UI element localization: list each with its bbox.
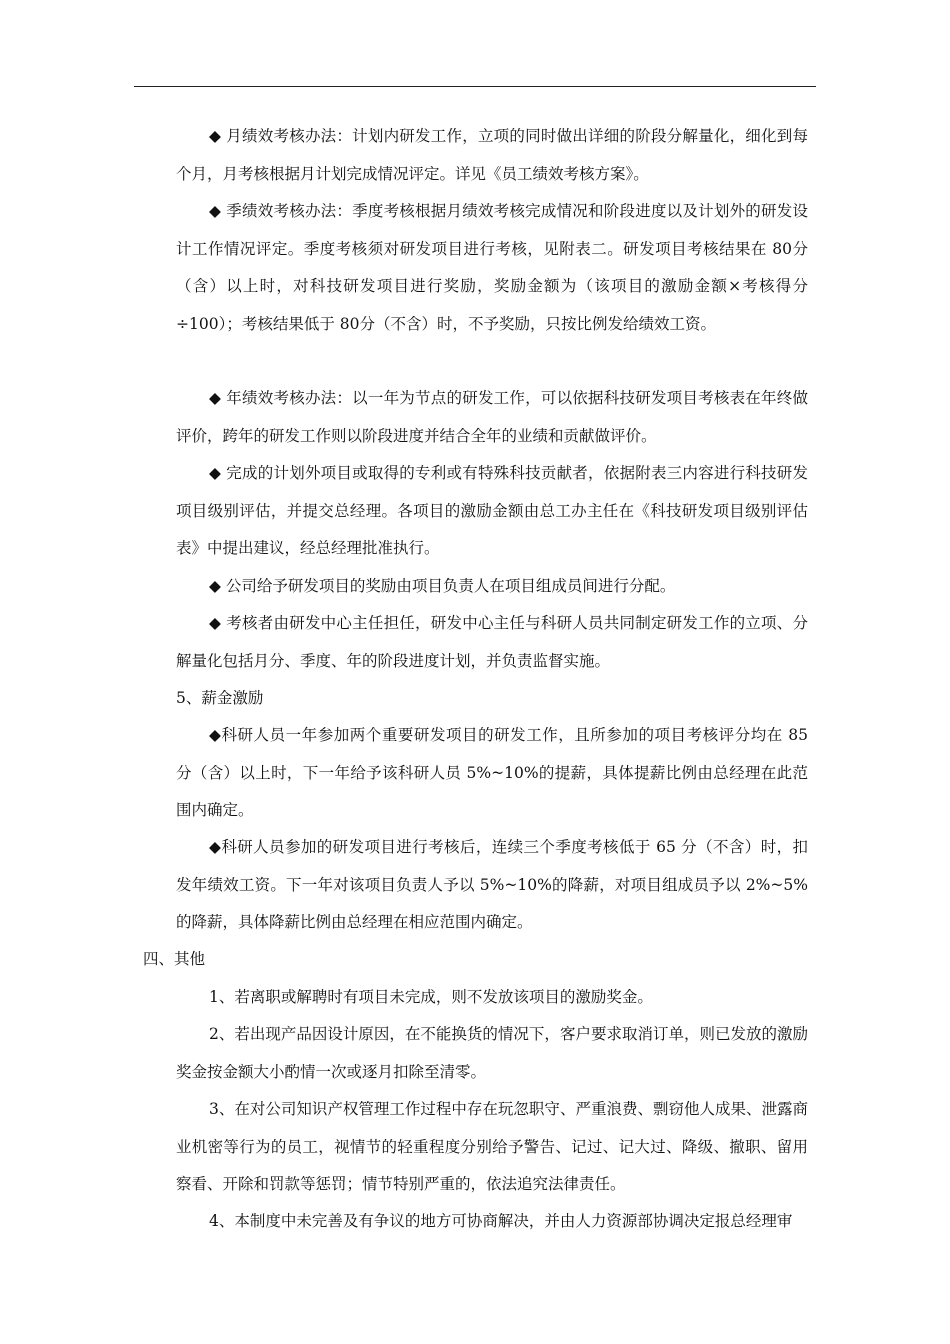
- paragraph-text: ◆科研人员一年参加两个重要研发项目的研发工作，且所参加的项目考核评分均在 85 分（含）以上时，下一年给予该科研人员 5%~10%的提薪，具体提薪比例由总经理在此范围内确定。: [176, 726, 808, 819]
- paragraph-extra-projects: [176, 455, 808, 568]
- paragraph-text: ◆ 月绩效考核办法：计划内研发工作，立项的同时做出详细的阶段分解量化，细化到每个月，月考核根据月计划完成情况评定。详见《员工绩效考核方案》。: [176, 127, 808, 183]
- paragraph-text: ◆ 季绩效考核办法：季度考核根据月绩效考核完成情况和阶段进度以及计划外的研发设计工作情况评定。季度考核须对研发项目进行考核，见附表二。研发项目考核结果在 80分（含）以上时，对科技研发项目进行奖励，奖励金额为（该项目的激励金额×考核得分÷100）；考核结果低于 80分（不含）时，不予奖励，只按比例发给绩效工资。: [176, 202, 808, 333]
- paragraph-monthly-assessment: [176, 118, 808, 193]
- section-heading-other: [143, 941, 205, 979]
- paragraph-assessor: [176, 605, 808, 680]
- header-rule: [134, 86, 816, 87]
- paragraph-item-4: [176, 1203, 808, 1241]
- heading-text: 5、薪金激励: [176, 689, 264, 707]
- paragraph-text: 4、本制度中未完善及有争议的地方可协商解决，并由人力资源部协调决定报总经理审: [209, 1212, 793, 1230]
- paragraph-text: 2、若出现产品因设计原因，在不能换货的情况下，客户要求取消订单，则已发放的激励奖金按金额大小酌情一次或逐月扣除至清零。: [176, 1025, 808, 1081]
- paragraph-text: ◆科研人员参加的研发项目进行考核后，连续三个季度考核低于 65 分（不含）时，扣发年绩效工资。下一年对该项目负责人予以 5%~10%的降薪，对项目组成员予以 2%~5%的降薪，具体降薪比例由总经理在相应范围内确定。: [176, 838, 808, 931]
- paragraph-salary-cut: [176, 829, 808, 942]
- paragraph-text: 1、若离职或解聘时有项目未完成，则不发放该项目的激励奖金。: [209, 988, 653, 1006]
- paragraph-item-2: [176, 1016, 808, 1091]
- paragraph-salary-raise: [176, 717, 808, 830]
- paragraph-item-1: [176, 979, 808, 1017]
- paragraph-annual-assessment: [176, 380, 808, 455]
- heading-text: 四、其他: [143, 950, 206, 968]
- paragraph-text: ◆ 考核者由研发中心主任担任，研发中心主任与科研人员共同制定研发工作的立项、分解量化包括月分、季度、年的阶段进度计划，并负责监督实施。: [176, 614, 808, 670]
- paragraph-reward-distribution: [176, 568, 808, 606]
- paragraph-text: 3、在对公司知识产权管理工作过程中存在玩忽职守、严重浪费、剽窃他人成果、泄露商业机密等行为的员工，视情节的轻重程度分别给予警告、记过、记大过、降级、撤职、留用察看、开除和罚款等惩罚；情节特别严重的，依法追究法律责任。: [176, 1100, 808, 1193]
- section-heading-salary-incentive: [176, 680, 263, 718]
- paragraph-text: ◆ 完成的计划外项目或取得的专利或有特殊科技贡献者，依据附表三内容进行科技研发项目级别评估，并提交总经理。各项目的激励金额由总工办主任在《科技研发项目级别评估表》中提出建议，经总经理批准执行。: [176, 464, 808, 557]
- paragraph-text: ◆ 年绩效考核办法：以一年为节点的研发工作，可以依据科技研发项目考核表在年终做评价，跨年的研发工作则以阶段进度并结合全年的业绩和贡献做评价。: [176, 389, 808, 445]
- paragraph-item-3: [176, 1091, 808, 1204]
- paragraph-text: ◆ 公司给予研发项目的奖励由项目负责人在项目组成员间进行分配。: [209, 577, 676, 595]
- paragraph-quarterly-assessment: [176, 193, 808, 343]
